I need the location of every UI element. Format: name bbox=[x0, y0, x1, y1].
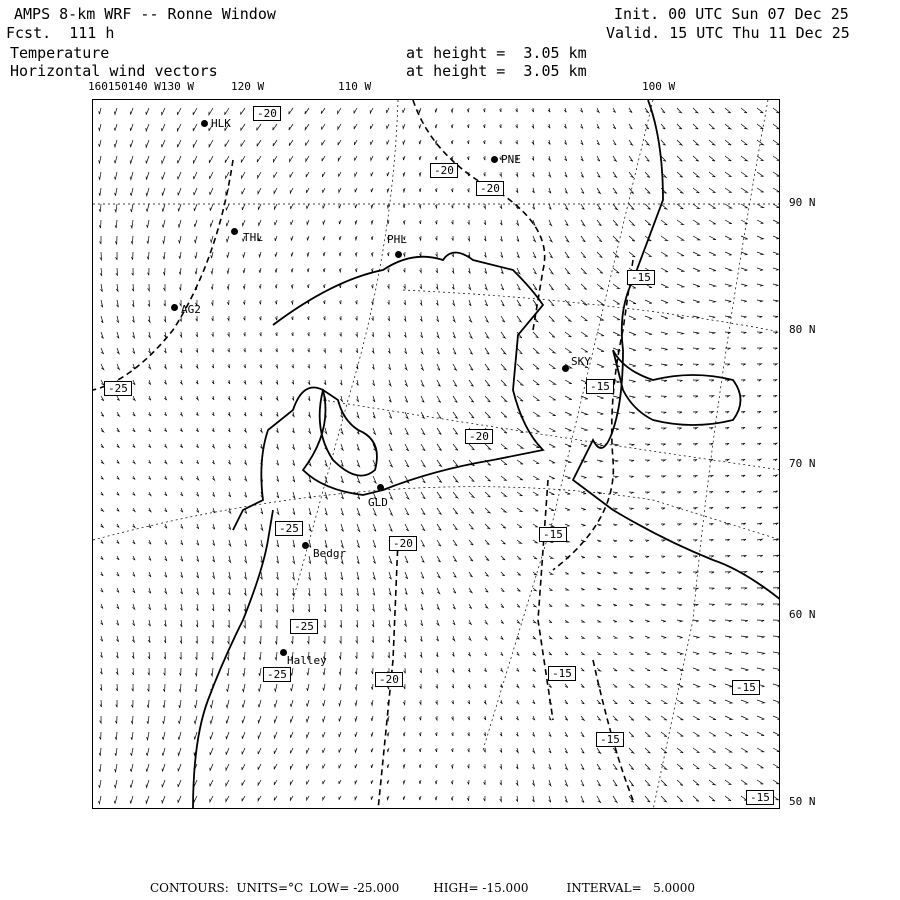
contour-label: -20 bbox=[389, 536, 417, 551]
contour-label: -15 bbox=[732, 680, 760, 695]
station-halley-marker bbox=[280, 649, 287, 656]
parallel-80n bbox=[403, 290, 780, 332]
height-2: at height = 3.05 km bbox=[406, 62, 587, 80]
meridian-east bbox=[653, 100, 768, 809]
lon-label-120w: 120 W bbox=[231, 80, 265, 93]
contour-label: -25 bbox=[290, 619, 318, 634]
units-prefix: CONTOURS: UNITS= bbox=[150, 881, 289, 895]
lat-label-90n: 90 N bbox=[789, 196, 816, 209]
map-frame bbox=[92, 99, 780, 809]
contour-minus15-central bbox=[538, 480, 553, 720]
footer-interval: INTERVAL= 5.0000 bbox=[566, 881, 696, 895]
meridian-100w bbox=[483, 100, 653, 750]
contour-label: -20 bbox=[430, 163, 458, 178]
station-phl-marker bbox=[395, 251, 402, 258]
forecast-hour: Fcst. 111 h bbox=[6, 24, 115, 42]
temperature-contours bbox=[93, 100, 633, 809]
station-sky-marker bbox=[562, 365, 569, 372]
contour-label: -15 bbox=[539, 527, 567, 542]
station-bedgr-label: Bedgr bbox=[313, 547, 347, 560]
parallel-60n bbox=[93, 487, 780, 540]
contour-label: -25 bbox=[275, 521, 303, 536]
footer-high: HIGH= -15.000 bbox=[433, 881, 529, 895]
lat-label-50n: 50 N bbox=[789, 795, 816, 808]
wind-vector-field bbox=[99, 108, 781, 804]
lat-label-80n: 80 N bbox=[789, 323, 816, 336]
contour-minus20-north bbox=[413, 100, 545, 330]
height-1: at height = 3.05 km bbox=[406, 44, 587, 62]
station-halley-label: Halley bbox=[287, 654, 327, 667]
meridian-110w bbox=[293, 100, 398, 600]
contour-label: -20 bbox=[253, 106, 281, 121]
station-pne-marker bbox=[491, 156, 498, 163]
field-wind-vectors: Horizontal wind vectors bbox=[10, 62, 218, 80]
contour-label: -15 bbox=[548, 666, 576, 681]
ice-shelf-edge bbox=[233, 253, 543, 531]
berkner-island bbox=[320, 390, 377, 476]
lat-label-60n: 60 N bbox=[789, 608, 816, 621]
station-phl-label: PHL bbox=[387, 233, 407, 246]
station-ag2-marker bbox=[171, 304, 178, 311]
contour-label: -15 bbox=[596, 732, 624, 747]
footer-low: LOW= -25.000 bbox=[309, 881, 400, 895]
station-gld-marker bbox=[377, 484, 384, 491]
init-time: Init. 00 UTC Sun 07 Dec 25 bbox=[614, 5, 849, 23]
station-gld-label: GLD bbox=[368, 496, 388, 509]
units-symbol: °C bbox=[288, 881, 304, 895]
contour-label: -25 bbox=[263, 667, 291, 682]
station-hlk-label: HLK bbox=[211, 117, 231, 130]
contour-label: -15 bbox=[746, 790, 774, 805]
field-temperature: Temperature bbox=[10, 44, 110, 62]
station-thl-label: THL bbox=[243, 231, 263, 244]
lon-label-west: 160150140 W130 W bbox=[88, 80, 194, 93]
antarctic-peninsula-coast bbox=[573, 100, 780, 600]
contour-minus15-south bbox=[593, 660, 633, 800]
lat-label-70n: 70 N bbox=[789, 457, 816, 470]
coastlines bbox=[193, 100, 780, 809]
contour-label: -25 bbox=[104, 381, 132, 396]
station-pne-label: PNE bbox=[501, 153, 521, 166]
contour-info-footer bbox=[150, 881, 695, 895]
valid-time: Valid. 15 UTC Thu 11 Dec 25 bbox=[606, 24, 850, 42]
station-sky-label: SKY bbox=[571, 355, 591, 368]
contour-label: -20 bbox=[375, 672, 403, 687]
lon-label-100w: 100 W bbox=[642, 80, 676, 93]
map-title: AMPS 8-km WRF -- Ronne Window bbox=[14, 5, 276, 23]
contour-label: -20 bbox=[465, 429, 493, 444]
station-hlk-marker bbox=[201, 120, 208, 127]
contour-minus15-east bbox=[553, 260, 633, 570]
contour-label: -20 bbox=[476, 181, 504, 196]
station-thl-marker bbox=[231, 228, 238, 235]
station-bedgr-marker bbox=[302, 542, 309, 549]
contour-label: -15 bbox=[627, 270, 655, 285]
map-canvas bbox=[93, 100, 780, 809]
contour-label: -15 bbox=[586, 379, 614, 394]
station-ag2-label: AG2 bbox=[181, 303, 201, 316]
lon-label-110w: 110 W bbox=[338, 80, 372, 93]
